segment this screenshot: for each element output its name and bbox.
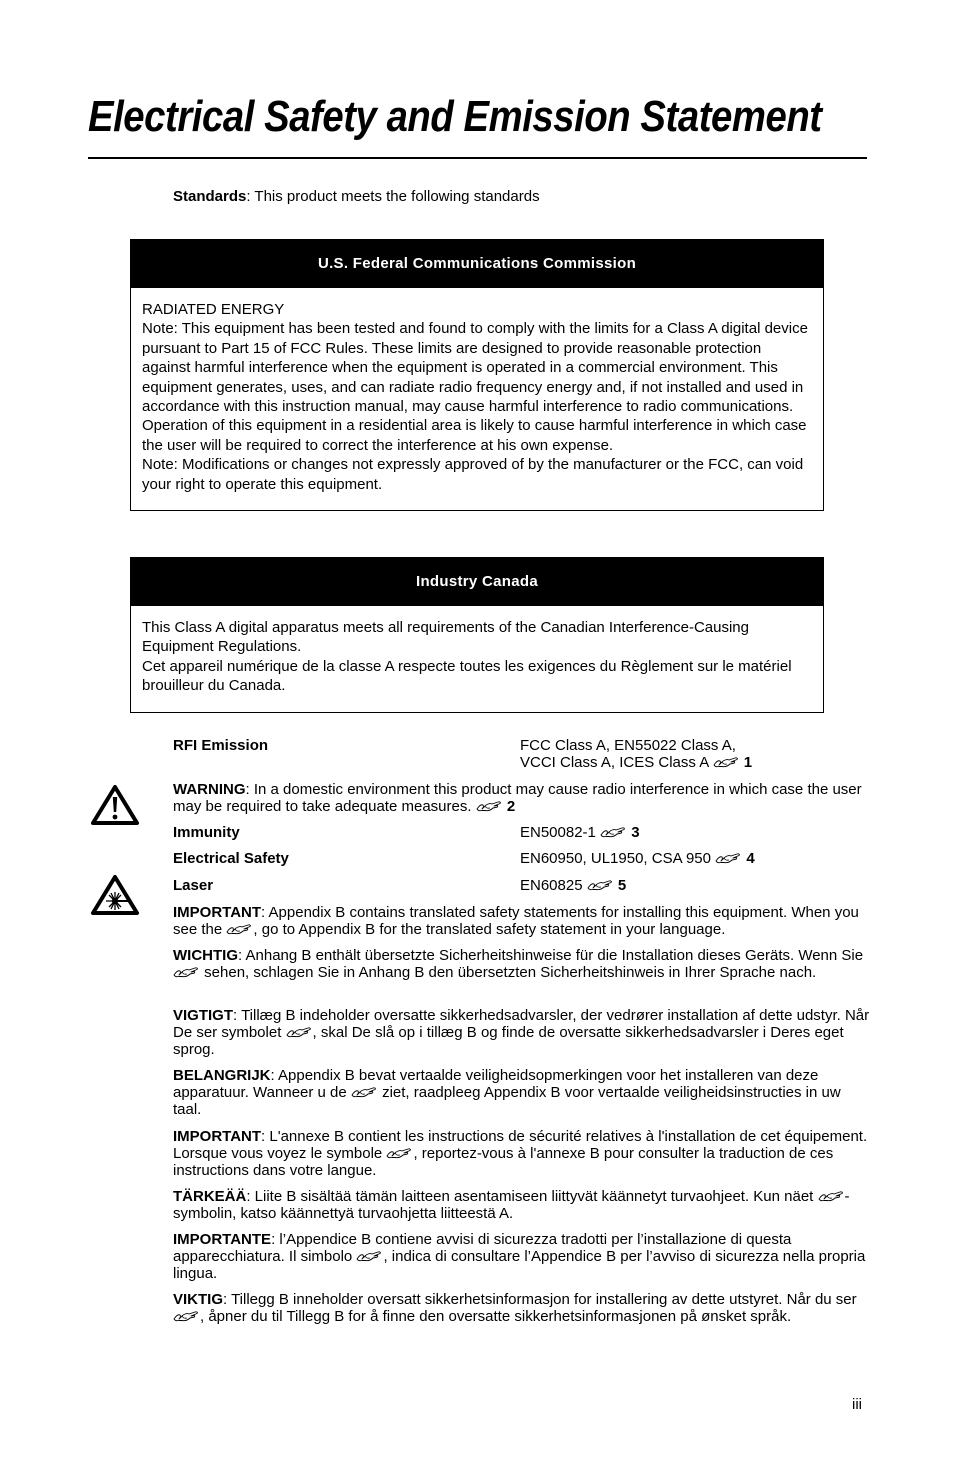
canada-box bbox=[130, 557, 824, 713]
reference-hand-icon bbox=[587, 879, 614, 891]
page-title: Electrical Safety and Emission Statement bbox=[88, 92, 822, 141]
spec-ref: 5 bbox=[617, 877, 627, 894]
warning-paragraph bbox=[173, 781, 868, 815]
note-text: , indica di consultare l’Appendice B per l’avviso di sicurezza nella propria lingua. bbox=[173, 1248, 866, 1282]
fcc-box bbox=[130, 239, 824, 511]
spec-value-text: EN50082-1 bbox=[520, 824, 596, 841]
safety-note-english bbox=[173, 904, 873, 938]
note-text: : Appendix B contains translated safety statements for installing this equipment. When you see the bbox=[173, 904, 859, 938]
note-label: VIGTIGT bbox=[173, 1007, 233, 1024]
note-label: VIKTIG bbox=[173, 1291, 224, 1308]
safety-note-german bbox=[173, 947, 873, 981]
note-text: : Anhang B enthält übersetzte Sicherheitshinweise für die Installation dieses Geräts. Wenn Sie bbox=[238, 947, 864, 964]
note-text: , go to Appendix B for the translated safety statement in your language. bbox=[253, 921, 726, 938]
fcc-line: Note: This equipment has been tested and found to comply with the limits for a Class A digital device pursuant to Part 15 of FCC Rules. These limits are designed to provide reasonable protection against harmful interference when the equipment is operated in a commercial environment. This equipment generates, uses, and can radiate radio frequency energy and, if not installed and used in accordance with this instruction manual, may cause harmful interference to radio communications. Operation of this equipment in a residential area is likely to cause harmful interference in which case the user will be required to correct the interference at his own expense. bbox=[142, 320, 808, 454]
spec-value bbox=[520, 824, 640, 841]
safety-note-french bbox=[173, 1128, 873, 1179]
spec-value-line: FCC Class A, EN55022 Class A, bbox=[520, 737, 736, 754]
spec-ref: 3 bbox=[631, 824, 640, 841]
note-label: IMPORTANTE bbox=[173, 1231, 272, 1248]
reference-hand-icon bbox=[356, 1250, 383, 1262]
spec-value bbox=[520, 737, 752, 771]
fcc-heading: U.S. Federal Communications Commission bbox=[131, 240, 823, 288]
safety-note-italian bbox=[173, 1231, 873, 1282]
safety-note-finnish bbox=[173, 1188, 873, 1222]
spec-value-text: EN60950, UL1950, CSA 950 bbox=[520, 850, 711, 867]
spec-value-text: EN60825 bbox=[520, 877, 583, 894]
note-text: -symbolin, katso käännettyä turvaohjetta liitteestä A. bbox=[173, 1188, 850, 1222]
spec-label: Electrical Safety bbox=[173, 850, 289, 867]
spec-value bbox=[520, 850, 755, 867]
page-number: iii bbox=[852, 1396, 862, 1413]
safety-note-dutch bbox=[173, 1067, 873, 1118]
reference-hand-icon bbox=[818, 1190, 845, 1202]
reference-hand-icon bbox=[713, 756, 740, 768]
standards-label: Standards bbox=[173, 188, 247, 205]
spec-value bbox=[520, 877, 626, 894]
note-label: BELANGRIJK bbox=[173, 1067, 271, 1084]
safety-note-norwegian bbox=[173, 1291, 873, 1325]
note-text: : l’Appendice B contiene avvisi di sicurezza tradotti per l’installazione di questa apparecchiatura. Il simbolo bbox=[173, 1231, 792, 1265]
reference-hand-icon bbox=[386, 1147, 413, 1159]
warning-text: : In a domestic environment this product may cause radio interference in which case the user may be required to take adequate measures. bbox=[173, 781, 862, 815]
warning-triangle-icon bbox=[90, 784, 140, 826]
note-text: , åpner du til Tillegg B for å finne den oversatte sikkerhetsinformasjonen på ønsket språk. bbox=[200, 1308, 792, 1325]
note-text: : Tillegg B inneholder oversatt sikkerhetsinformasjon for installering av dette utstyret. Når du ser bbox=[223, 1291, 857, 1308]
canada-line: Cet appareil numérique de la classe A respecte toutes les exigences du Règlement sur le matériel brouilleur du Canada. bbox=[142, 657, 792, 695]
note-text: ziet, raadpleeg Appendix B voor vertaalde veiligheidsinstructies in uw taal. bbox=[173, 1084, 841, 1118]
standards-line bbox=[173, 188, 540, 205]
note-text: , reportez-vous à l'annexe B pour consulter la traduction de ces instructions dans votre langue. bbox=[173, 1145, 834, 1179]
note-text: : Liite B sisältää tämän laitteen asentamiseen liittyvät käännetyt turvaohjeet. Kun näet bbox=[246, 1188, 814, 1205]
laser-hazard-icon bbox=[90, 874, 140, 916]
fcc-body bbox=[131, 288, 823, 510]
spec-ref: 4 bbox=[746, 850, 755, 867]
note-text: , skal De slå op i tillæg B og finde de oversatte sikkerhedsadvarsler i Deres eget sprog. bbox=[173, 1024, 844, 1058]
title-rule bbox=[88, 157, 867, 159]
reference-hand-icon bbox=[476, 800, 503, 812]
canada-line: This Class A digital apparatus meets all requirements of the Canadian Interference-Causing Equipment Regulations. bbox=[142, 619, 749, 656]
standards-text: : This product meets the following standards bbox=[246, 188, 540, 205]
spec-ref: 1 bbox=[743, 754, 753, 771]
note-label: WICHTIG bbox=[173, 947, 238, 964]
note-text: : Tillæg B indeholder oversatte sikkerhedsadvarsler, der vedrører installation af dette udstyr. Når De ser symbolet bbox=[173, 1007, 870, 1041]
canada-body bbox=[131, 606, 823, 712]
spec-label: RFI Emission bbox=[173, 737, 269, 754]
reference-hand-icon bbox=[173, 966, 200, 978]
note-label: IMPORTANT bbox=[173, 904, 262, 921]
fcc-line: RADIATED ENERGY bbox=[142, 301, 285, 318]
safety-note-danish bbox=[173, 1007, 873, 1058]
note-label: TÄRKEÄÄ bbox=[173, 1188, 247, 1205]
spec-value-line: VCCI Class A, ICES Class A bbox=[520, 754, 709, 771]
reference-hand-icon bbox=[351, 1086, 378, 1098]
warning-label: WARNING bbox=[173, 781, 246, 798]
note-text: sehen, schlagen Sie in Anhang B den übersetzten Sicherheitshinweis in Ihrer Sprache nach. bbox=[200, 964, 817, 981]
fcc-line: Note: Modifications or changes not expressly approved of by the manufacturer or the FCC, can void your right to operate this equipment. bbox=[142, 456, 804, 493]
spec-ref: 2 bbox=[506, 798, 516, 815]
reference-hand-icon bbox=[173, 1310, 200, 1322]
reference-hand-icon bbox=[600, 826, 627, 838]
spec-label: Immunity bbox=[173, 824, 240, 841]
note-text: : L'annexe B contient les instructions de sécurité relatives à l'installation de cet équipement. Lorsque vous voyez le symbole bbox=[173, 1128, 868, 1162]
reference-hand-icon bbox=[226, 923, 253, 935]
reference-hand-icon bbox=[286, 1026, 313, 1038]
note-text: : Appendix B bevat vertaalde veiligheidsopmerkingen voor het installeren van deze apparatuur. Wanneer u de bbox=[173, 1067, 819, 1101]
note-label: IMPORTANT bbox=[173, 1128, 262, 1145]
reference-hand-icon bbox=[715, 852, 742, 864]
canada-heading: Industry Canada bbox=[131, 558, 823, 606]
spec-label: Laser bbox=[173, 877, 214, 894]
